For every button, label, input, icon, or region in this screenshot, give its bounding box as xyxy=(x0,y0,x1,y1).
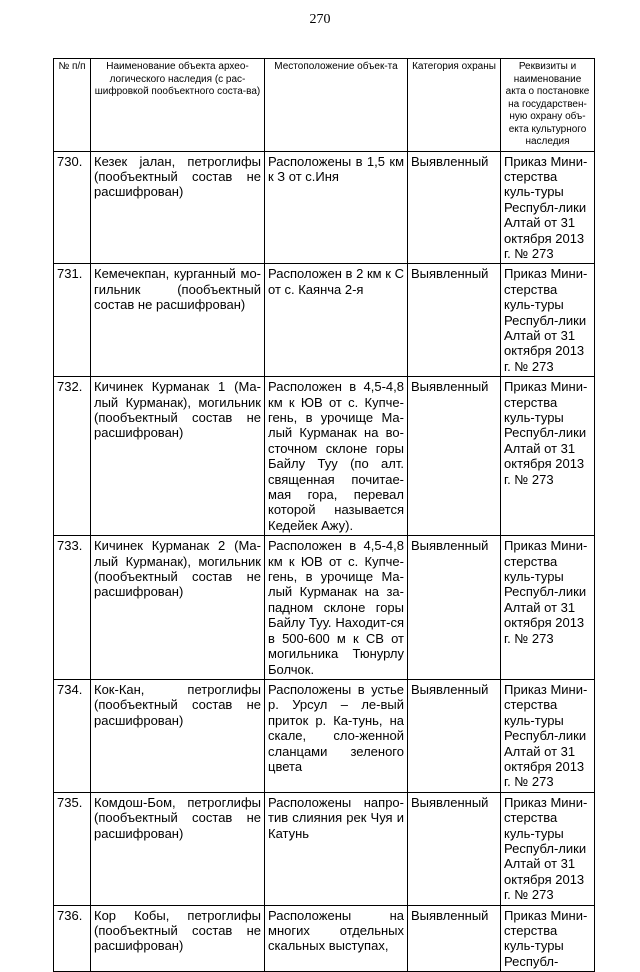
row-number: 732. xyxy=(54,377,91,536)
protection-category: Выявленный xyxy=(408,151,501,264)
object-location: Расположен в 4,5-4,8 км к ЮВ от с. Купче-гень, в урочище Ма-лый Курманак на за-падном склоне горы Байлу Туу. Находит-ся в 500-600 м к СВ от могильника Тюнурлу Болчок. xyxy=(265,536,408,680)
table-row xyxy=(54,151,595,264)
object-name: Комдош-Бом, петроглифы (пообъектный состав не расшифрован) xyxy=(91,792,265,905)
table-row xyxy=(54,377,595,536)
table-row xyxy=(54,905,595,972)
object-location: Расположены напро-тив слияния рек Чуя и Катунь xyxy=(265,792,408,905)
table-row xyxy=(54,264,595,377)
act-details: Приказ Мини-стерства куль-туры Республ-лики Алтай от 31 октября 2013 г. № 273 xyxy=(501,536,595,680)
act-details: Приказ Мини-стерства куль-туры Республ- xyxy=(501,905,595,972)
act-details: Приказ Мини-стерства куль-туры Республ-лики Алтай от 31 октября 2013 г. № 273 xyxy=(501,679,595,792)
object-location: Расположены в 1,5 км к З от с.Иня xyxy=(265,151,408,264)
object-name: Кор Кобы, петроглифы (пообъектный состав не расшифрован) xyxy=(91,905,265,972)
object-name: Кемечекпан, курганный мо-гильник (пообъектный состав не расшифрован) xyxy=(91,264,265,377)
header-act-details: Реквизиты и наименование акта о постановке на государствен-ную охрану объ-екта культурного наследия xyxy=(501,59,595,152)
object-location: Расположен в 2 км к С от с. Каянча 2-я xyxy=(265,264,408,377)
row-number: 731. xyxy=(54,264,91,377)
object-location: Расположен в 4,5-4,8 км к ЮВ от с. Купче-гень, в урочище Ма-лый Курманак на во-сточном склоне горы Байлу Туу (по алт. священная почитае-мая гора, перевал которой называется Кедейек Ажу). xyxy=(265,377,408,536)
act-details: Приказ Мини-стерства куль-туры Республ-лики Алтай от 31 октября 2013 г. № 273 xyxy=(501,377,595,536)
object-name: Кичинек Курманак 2 (Ма-лый Курманак), могильник (пообъектный состав не расшифрован) xyxy=(91,536,265,680)
protection-category: Выявленный xyxy=(408,905,501,972)
act-details: Приказ Мини-стерства куль-туры Республ-лики Алтай от 31 октября 2013 г. № 273 xyxy=(501,264,595,377)
protection-category: Выявленный xyxy=(408,792,501,905)
table-row xyxy=(54,792,595,905)
row-number: 730. xyxy=(54,151,91,264)
table-header-row xyxy=(54,59,595,152)
page-number: 270 xyxy=(309,12,331,27)
act-details: Приказ Мини-стерства куль-туры Республ-лики Алтай от 31 октября 2013 г. № 273 xyxy=(501,151,595,264)
header-location: Местоположение объек-та xyxy=(265,59,408,152)
object-name: Кичинек Курманак 1 (Ма-лый Курманак), могильник (пообъектный состав не расшифрован) xyxy=(91,377,265,536)
row-number: 735. xyxy=(54,792,91,905)
act-details: Приказ Мини-стерства куль-туры Республ-лики Алтай от 31 октября 2013 г. № 273 xyxy=(501,792,595,905)
row-number: 734. xyxy=(54,679,91,792)
table-row xyxy=(54,679,595,792)
object-name: Кок-Кан, петроглифы (пообъектный состав не расшифрован) xyxy=(91,679,265,792)
protection-category: Выявленный xyxy=(408,377,501,536)
object-location: Расположены на многих отдельных скальных выступах, xyxy=(265,905,408,972)
header-protection-category: Категория охраны xyxy=(408,59,501,152)
protection-category: Выявленный xyxy=(408,536,501,680)
header-number: № п/п xyxy=(54,59,91,152)
protection-category: Выявленный xyxy=(408,679,501,792)
row-number: 733. xyxy=(54,536,91,680)
heritage-registry-table xyxy=(53,58,595,972)
table-row xyxy=(54,536,595,680)
protection-category: Выявленный xyxy=(408,264,501,377)
header-object-name: Наименование объекта архео-логического наследия (с рас-шифровкой пообъектного соста-ва) xyxy=(91,59,265,152)
object-name: Кезек jалан, петроглифы (пообъектный состав не расшифрован) xyxy=(91,151,265,264)
row-number: 736. xyxy=(54,905,91,972)
object-location: Расположены в устье р. Урсул – ле-вый приток р. Ка-тунь, на скале, сло-женной сланцами зеленого цвета xyxy=(265,679,408,792)
